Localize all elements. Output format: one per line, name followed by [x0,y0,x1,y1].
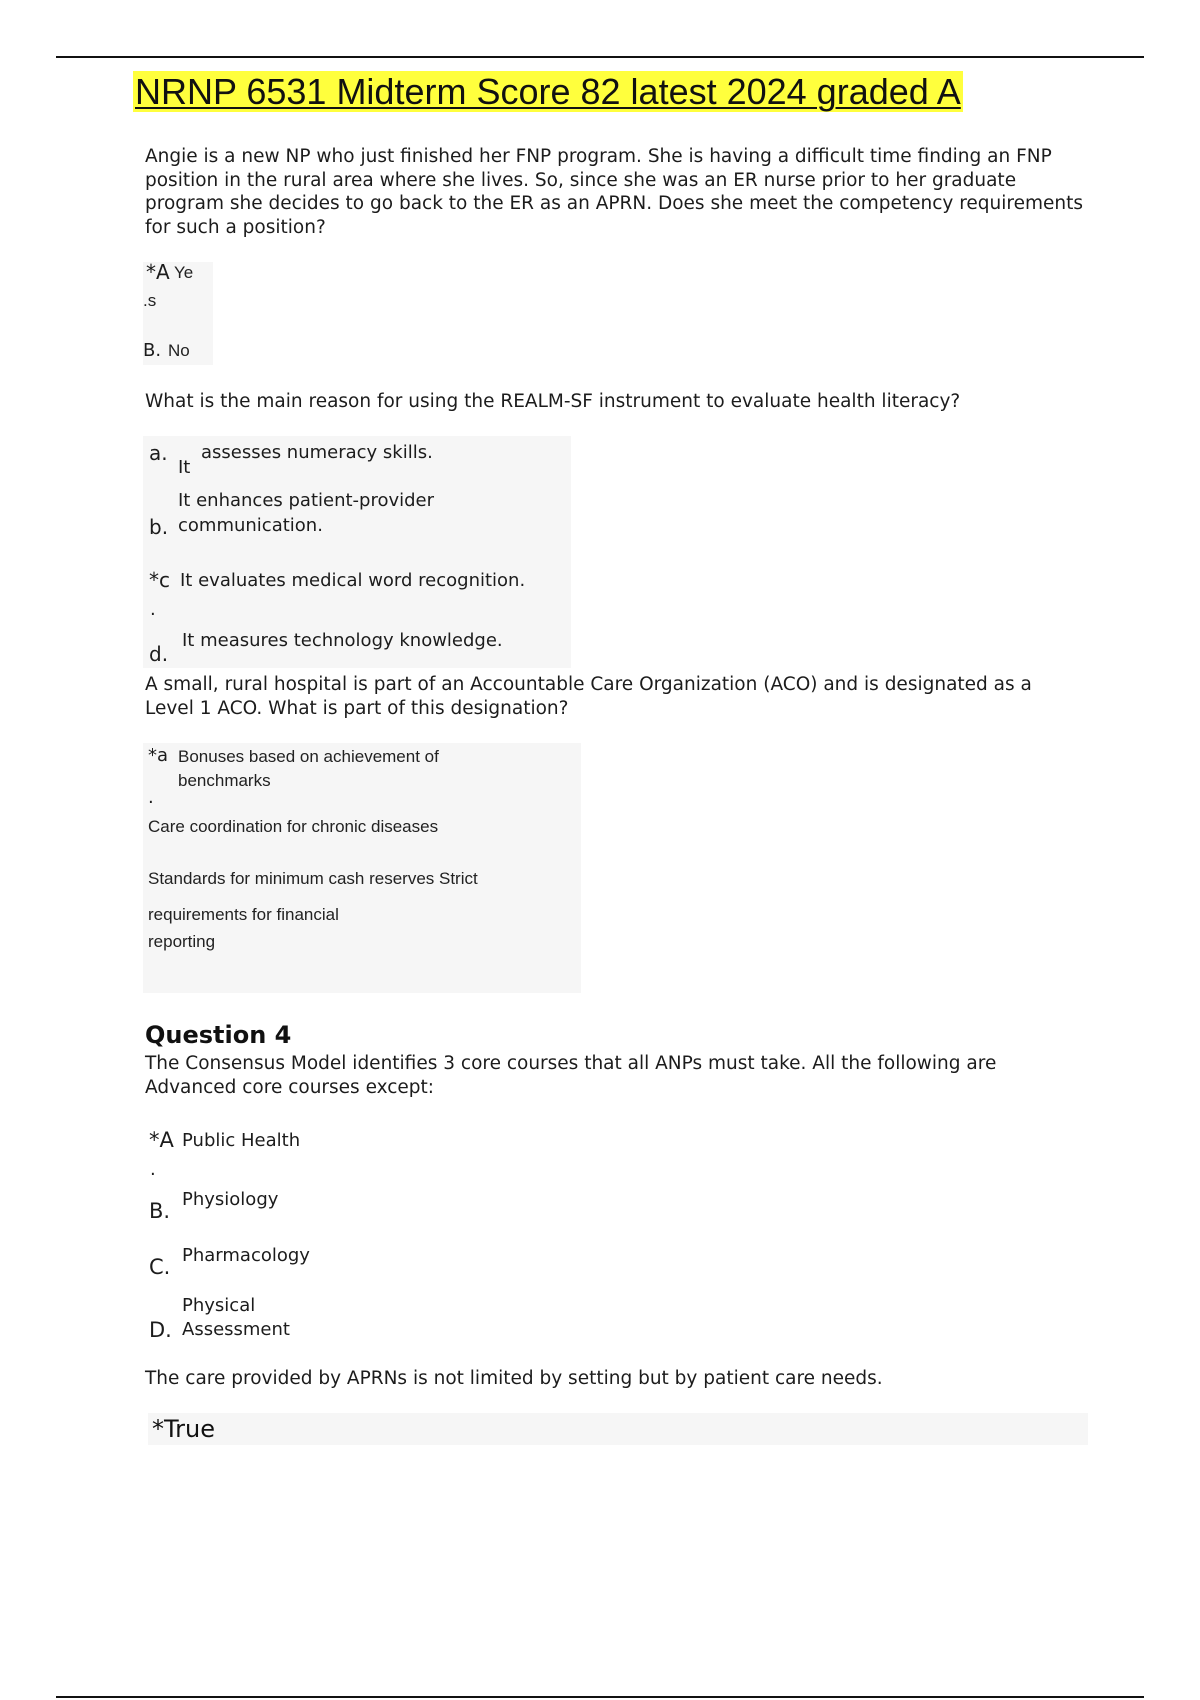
q1-option-a-text-continued: .s [143,291,157,310]
q2-option-c-text[interactable]: It evaluates medical word recognition. [180,570,526,591]
top-rule [56,56,1144,58]
document-title: NRNP 6531 Midterm Score 82 latest 2024 graded A [135,71,961,112]
q2-option-c-marker: *c [149,568,170,592]
q3-option-a-line1[interactable]: Bonuses based on achievement of [178,747,439,766]
q4-option-a-text[interactable]: Public Health [182,1130,301,1151]
q3-option-a-marker: *a [148,745,169,766]
question-4-text: The Consensus Model identifies 3 core courses that all ANPs must take. All the following are Advanced core courses except: [145,1053,997,1098]
q4-option-a-dot: . [150,1159,156,1180]
q3-option-a-dot: . [148,787,154,808]
q4-option-d-marker: D. [149,1318,172,1342]
q1-option-a-marker: *A [146,260,170,284]
q2-option-a-text[interactable]: assesses numeracy skills. [201,442,433,463]
question-3-text: A small, rural hospital is part of an Accountable Care Organization (ACO) and is designated as a Level 1 ACO. What is part of this designation? [145,674,1032,719]
q1-option-b-text[interactable]: No [168,341,190,360]
q4-option-c-marker: C. [149,1255,171,1279]
q4-option-c-text[interactable]: Pharmacology [182,1245,310,1266]
q4-option-a-marker: *A [149,1128,174,1152]
q3-option-d-line1[interactable]: requirements for financial [148,905,339,924]
question-4-heading: Question 4 [145,1021,292,1049]
q2-option-a-marker: a. [149,441,168,465]
q4-option-d-line2: Assessment [182,1319,290,1340]
q4-option-b-marker: B. [149,1199,171,1223]
question-2-text: What is the main reason for using the REALM-SF instrument to evaluate health literacy? [145,391,961,412]
q2-option-a-it: It [178,457,191,478]
q3-option-c-text[interactable]: Standards for minimum cash reserves Strict [148,869,478,888]
q3-option-d-line2: reporting [148,932,216,951]
q5-answer-box [148,1413,1088,1445]
q3-option-b-text[interactable]: Care coordination for chronic diseases [148,817,439,836]
q3-option-a-line2: benchmarks [178,771,271,790]
q2-option-b-line1[interactable]: It enhances patient-provider [178,490,435,511]
q5-answer-true[interactable]: *True [152,1415,215,1443]
q2-option-b-line2: communication. [178,515,323,536]
question-5-text: The care provided by APRNs is not limited by setting but by patient care needs. [145,1368,883,1389]
bottom-rule [56,1696,1144,1698]
q2-option-c-dot: . [150,599,156,620]
question-1-text: Angie is a new NP who just finished her FNP program. She is having a difficult time finding an FNP position in the rural area where she lives. So, since she was an ER nurse prior to her graduate program she decides to go back to the ER as an APRN. Does she meet the competency requirements for such a position? [145,146,1084,238]
q2-option-d-marker: d. [149,642,169,666]
q1-option-b-marker: B. [143,340,162,361]
q2-option-d-text[interactable]: It measures technology knowledge. [182,630,503,651]
q4-option-b-text[interactable]: Physiology [182,1189,279,1210]
q4-option-d-line1[interactable]: Physical [182,1295,256,1316]
q2-option-b-marker: b. [149,515,169,539]
q1-option-a-text[interactable]: Ye [174,263,194,282]
